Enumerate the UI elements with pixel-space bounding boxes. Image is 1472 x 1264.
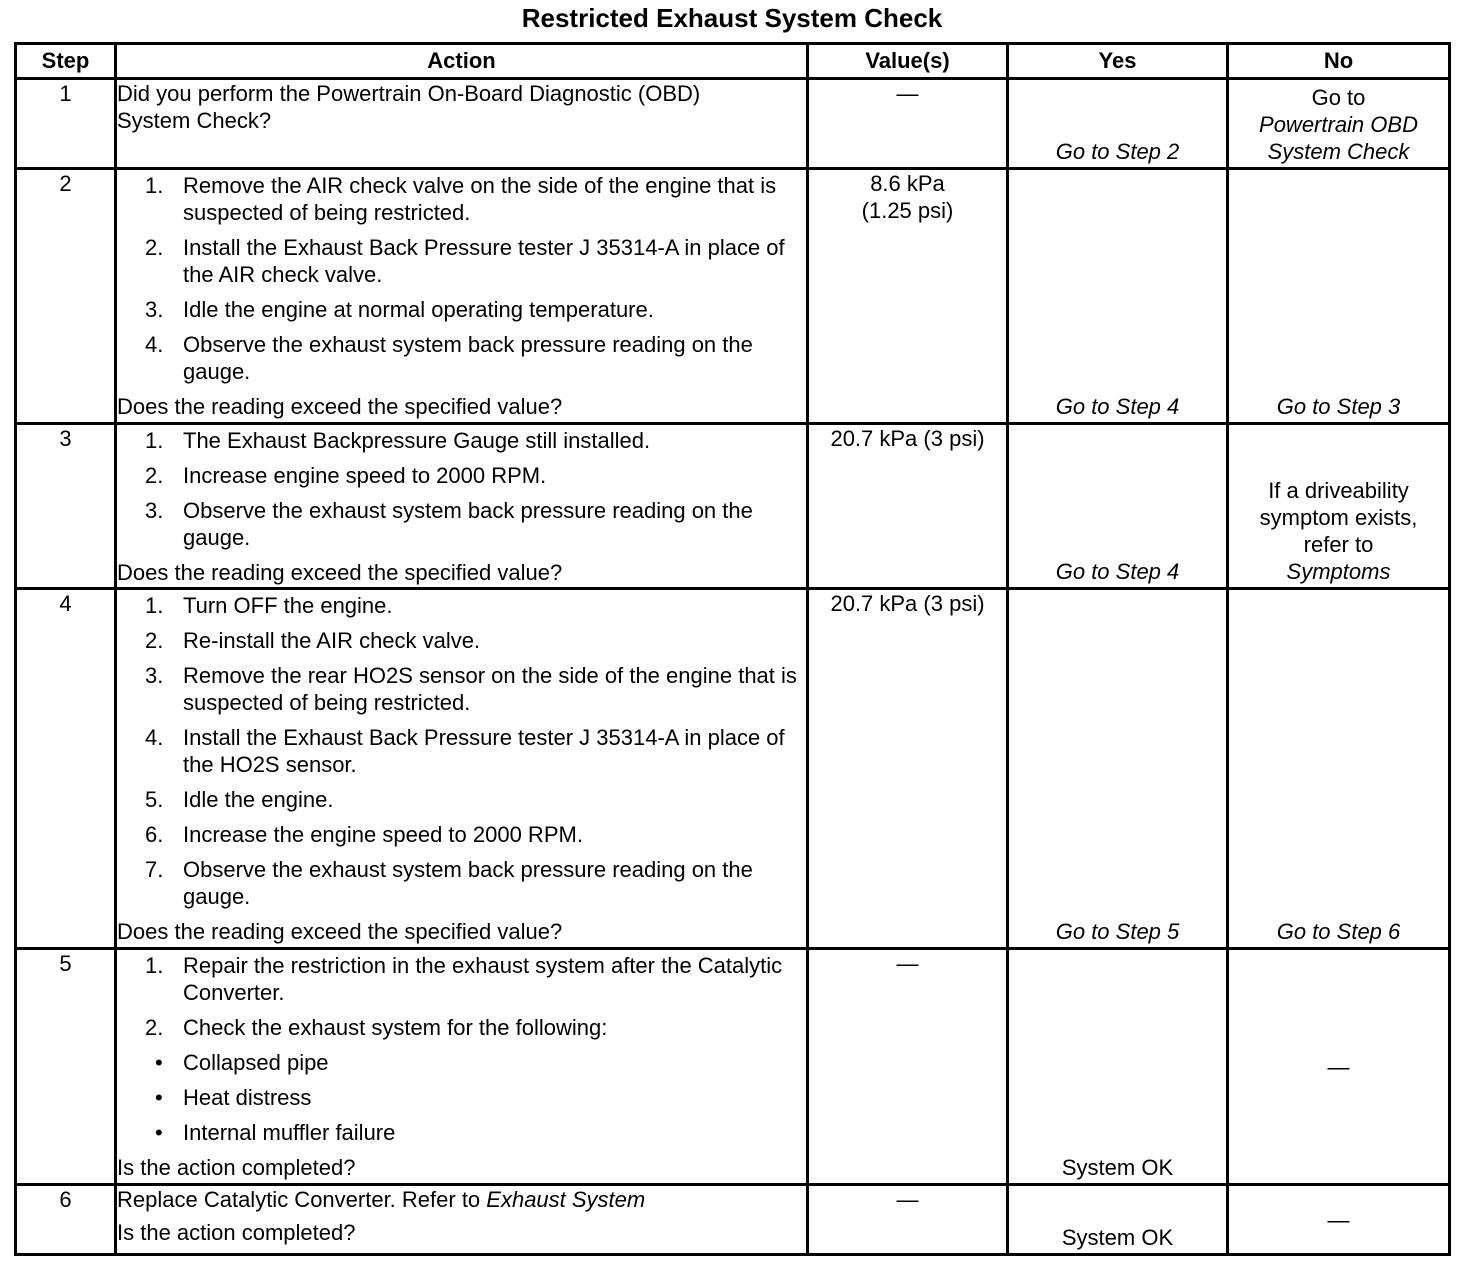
bullet-icon: •	[155, 1050, 163, 1075]
table-row	[16, 79, 1450, 169]
table-row	[16, 1185, 1450, 1255]
action-question: Does the reading exceed the specified value?	[117, 560, 563, 585]
action-cell	[116, 79, 808, 169]
list-item: 3. Remove the rear HO2S sensor on the side of the engine that is suspected of being restricted.	[145, 663, 797, 715]
action-question: Does the reading exceed the specified value?	[117, 919, 563, 944]
list-item: 4. Install the Exhaust Back Pressure tester J 35314-A in place of the HO2S sensor.	[145, 725, 785, 777]
no-cell	[1228, 79, 1450, 169]
list-item: 2. Install the Exhaust Back Pressure tester J 35314-A in place of the AIR check valve.	[145, 235, 785, 287]
yes-result: System OK	[1061, 1155, 1174, 1180]
list-item: 3. Observe the exhaust system back pressure reading on the gauge.	[145, 498, 753, 550]
value-cell: —	[808, 1185, 1008, 1255]
action-steps	[117, 592, 806, 910]
action-question: Does the reading exceed the specified value?	[117, 394, 563, 419]
list-item: 2. Increase engine speed to 2000 RPM.	[145, 463, 547, 488]
step-number: 3	[16, 424, 116, 589]
action-text: Did you perform the Powertrain On-Board Diagnostic (OBD) System Check?	[117, 81, 701, 133]
header-values: Value(s)	[808, 44, 1008, 79]
table-row	[16, 169, 1450, 424]
exhaust-system-link[interactable]: Exhaust System	[486, 1187, 646, 1212]
value-cell: —	[808, 949, 1008, 1185]
list-item: • Internal muffler failure	[155, 1120, 396, 1145]
header-row	[16, 44, 1450, 79]
action-cell	[116, 589, 808, 949]
no-cell	[1228, 1185, 1450, 1255]
action-steps	[117, 427, 806, 551]
action-question: Is the action completed?	[117, 1220, 356, 1245]
list-item: 1. Turn OFF the engine.	[145, 593, 393, 618]
no-cell	[1228, 424, 1450, 589]
action-cell	[116, 949, 808, 1185]
no-link[interactable]: Go to Step 3	[1276, 394, 1401, 419]
yes-cell	[1008, 424, 1228, 589]
action-text: Replace Catalytic Converter. Refer to Exhaust System	[117, 1187, 646, 1212]
list-item: 2. Check the exhaust system for the following:	[145, 1015, 608, 1040]
step-number: 6	[16, 1185, 116, 1255]
no-link[interactable]: Go to Step 6	[1276, 919, 1401, 944]
diagnostic-table	[14, 42, 1451, 1256]
yes-cell	[1008, 169, 1228, 424]
no-link[interactable]: Powertrain OBD System Check	[1259, 112, 1418, 164]
yes-cell	[1008, 1185, 1228, 1255]
list-item: 6. Increase the engine speed to 2000 RPM.	[145, 822, 583, 847]
list-item: • Heat distress	[155, 1085, 312, 1110]
list-item: 1. The Exhaust Backpressure Gauge still installed.	[145, 428, 651, 453]
bullet-list	[117, 1049, 806, 1146]
header-step: Step	[16, 44, 116, 79]
list-item: 1. Remove the AIR check valve on the side of the engine that is suspected of being restricted.	[145, 173, 777, 225]
yes-result: System OK	[1061, 1225, 1174, 1250]
yes-cell	[1008, 949, 1228, 1185]
no-cell	[1228, 169, 1450, 424]
action-steps	[117, 172, 806, 385]
yes-cell	[1008, 589, 1228, 949]
yes-link[interactable]: Go to Step 4	[1055, 559, 1180, 584]
action-cell	[116, 1185, 808, 1255]
value-cell: 20.7 kPa (3 psi)	[808, 424, 1008, 589]
step-number: 5	[16, 949, 116, 1185]
bullet-icon: •	[155, 1085, 163, 1110]
list-item: 2. Re-install the AIR check valve.	[145, 628, 481, 653]
yes-link[interactable]: Go to Step 2	[1055, 139, 1180, 164]
header-yes: Yes	[1008, 44, 1228, 79]
no-link[interactable]: Symptoms	[1286, 559, 1391, 584]
action-cell	[116, 424, 808, 589]
step-number: 1	[16, 79, 116, 169]
action-steps	[117, 952, 806, 1041]
header-action: Action	[116, 44, 808, 79]
value-cell: 20.7 kPa (3 psi)	[808, 589, 1008, 949]
value-cell: 8.6 kPa (1.25 psi)	[808, 169, 1008, 424]
table-row	[16, 949, 1450, 1185]
no-text: If a driveability symptom exists, refer to Symptoms	[1229, 477, 1448, 585]
bullet-icon: •	[155, 1120, 163, 1145]
yes-link[interactable]: Go to Step 4	[1055, 394, 1180, 419]
table-row	[16, 424, 1450, 589]
list-item: 7. Observe the exhaust system back pressure reading on the gauge.	[145, 857, 753, 909]
no-cell	[1228, 949, 1450, 1185]
step-number: 4	[16, 589, 116, 949]
no-result: —	[1327, 1207, 1350, 1232]
list-item: • Collapsed pipe	[155, 1050, 329, 1075]
list-item: 3. Idle the engine at normal operating temperature.	[145, 297, 654, 322]
step-number: 2	[16, 169, 116, 424]
header-no: No	[1228, 44, 1450, 79]
no-cell	[1228, 589, 1450, 949]
list-item: 1. Repair the restriction in the exhaust system after the Catalytic Converter.	[145, 953, 783, 1005]
no-text: Go to	[1311, 85, 1366, 110]
page-title: Restricted Exhaust System Check	[521, 3, 943, 33]
list-item: 4. Observe the exhaust system back pressure reading on the gauge.	[145, 332, 753, 384]
list-item: 5. Idle the engine.	[145, 787, 334, 812]
table-row	[16, 589, 1450, 949]
yes-link[interactable]: Go to Step 5	[1055, 919, 1180, 944]
no-result: —	[1327, 1054, 1350, 1079]
value-cell: —	[808, 79, 1008, 169]
action-question: Is the action completed?	[117, 1155, 356, 1180]
action-cell	[116, 169, 808, 424]
yes-cell	[1008, 79, 1228, 169]
